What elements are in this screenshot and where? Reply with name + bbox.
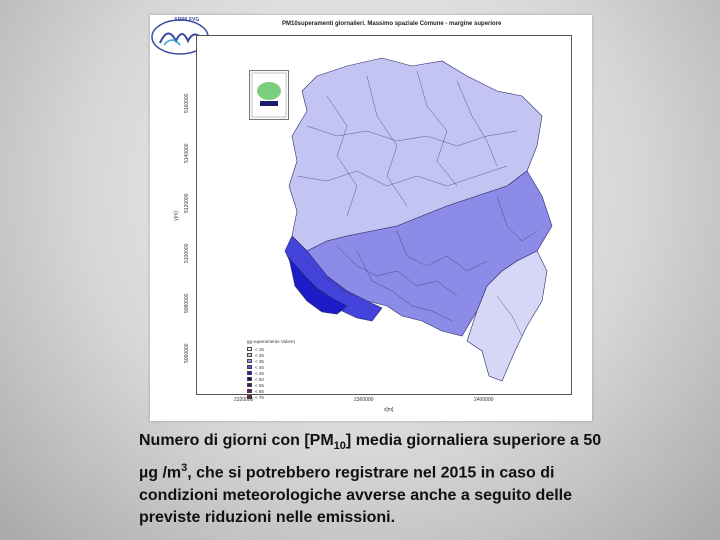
caption-sub: 10 xyxy=(333,440,346,453)
x-axis-label: x[m] xyxy=(384,407,394,413)
legend-label: < 25 xyxy=(255,352,264,358)
caption-part2: ] media giornaliera superiore a 50 µg /m xyxy=(139,432,602,482)
y-tick-label: 5120000 xyxy=(184,193,190,213)
slide-caption xyxy=(139,430,609,529)
legend-swatch xyxy=(247,359,252,363)
caption-sup: 3 xyxy=(181,462,188,475)
x-tick-label: 2360000 xyxy=(354,397,374,403)
legend-entries xyxy=(247,346,317,400)
legend-label: < 15 xyxy=(255,346,264,352)
map-legend xyxy=(247,339,317,400)
locator-inset xyxy=(249,70,289,120)
legend-label: < 50 xyxy=(255,376,264,382)
legend-label: < 45 xyxy=(255,370,264,376)
y-tick-label: 5140000 xyxy=(184,143,190,163)
y-axis-label: y[m] xyxy=(173,211,180,221)
legend-label: < 65 xyxy=(255,388,264,394)
caption-part1: Numero di giorni con [PM xyxy=(139,432,334,449)
caption-part3: , che si potrebbero registrare nel 2015 in caso di condizioni meteorologiche avverse anche a seguito delle previste riduzioni nelle emissioni. xyxy=(139,464,573,526)
x-tick-label: 2320000 xyxy=(234,397,254,403)
legend-swatch xyxy=(247,383,252,387)
legend-label: < 75 xyxy=(255,394,264,400)
legend-swatch xyxy=(247,347,252,351)
x-tick-label: 2400000 xyxy=(474,397,494,403)
y-tick-label: 5100000 xyxy=(184,243,190,263)
y-tick-label: 5160000 xyxy=(184,93,190,113)
legend-label: < 45 xyxy=(255,364,264,370)
legend-swatch xyxy=(247,365,252,369)
y-tick-label: 5060000 xyxy=(184,343,190,363)
legend-label: < 55 xyxy=(255,382,264,388)
legend-title: gg superamento Valore) xyxy=(247,339,295,344)
map-title: PM10superamenti giornalieri. Massimo spaziale Comune - margine superiore xyxy=(282,21,502,27)
legend-swatch xyxy=(247,377,252,381)
map-figure xyxy=(150,15,592,421)
logo-text: ARPA FVG xyxy=(174,17,200,23)
legend-swatch xyxy=(247,353,252,357)
legend-entry xyxy=(247,394,317,400)
legend-label: < 35 xyxy=(255,358,264,364)
legend-swatch xyxy=(247,389,252,393)
y-tick-label: 5080000 xyxy=(184,293,190,313)
legend-swatch xyxy=(247,371,252,375)
